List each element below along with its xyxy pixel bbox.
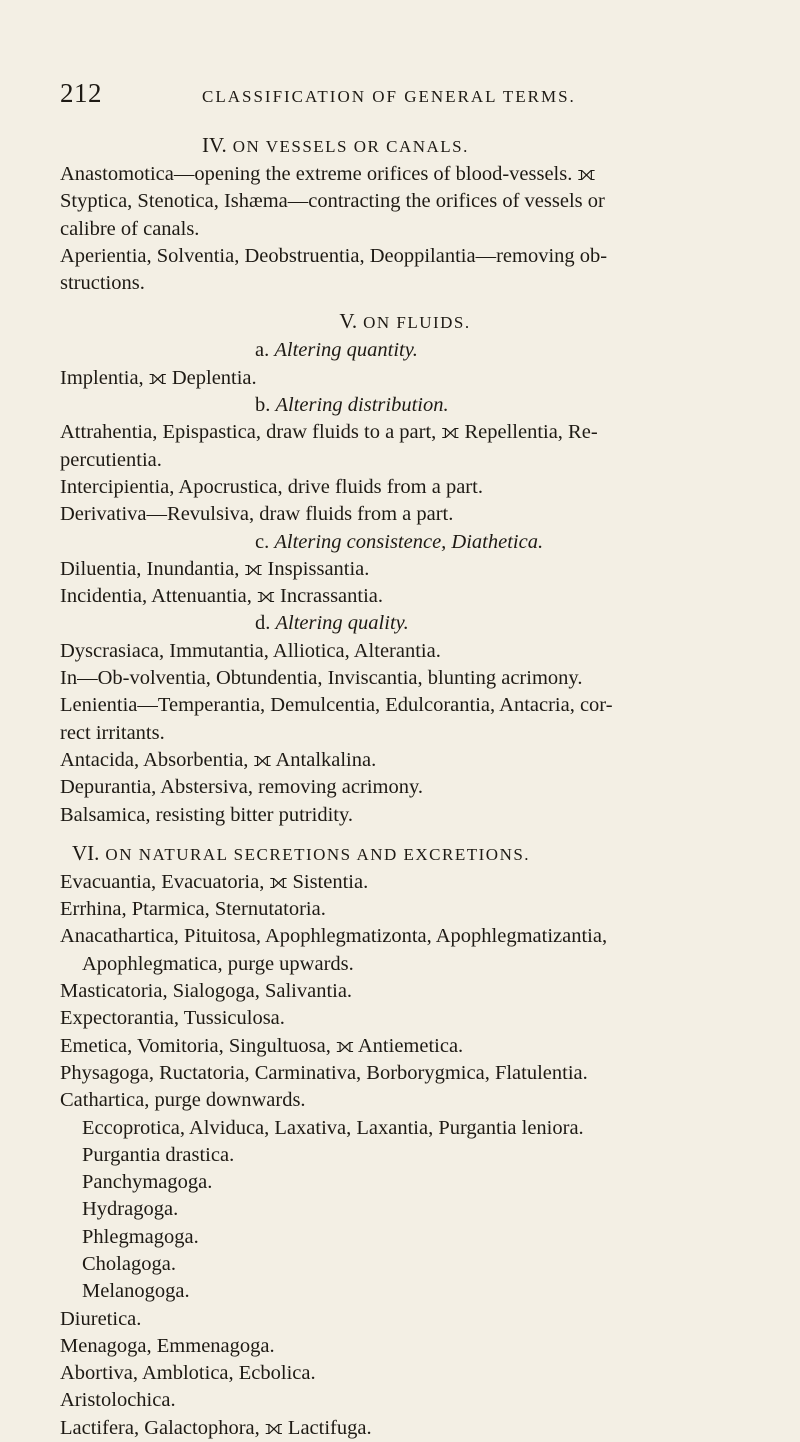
subsection-b-heading	[60, 392, 750, 419]
text-line: Apophlegmatica, purge upwards.	[82, 952, 354, 975]
text-line: Styptica, Stenotica, Ishæma—contracting the orifices of vessels or	[60, 190, 605, 213]
text-line: Balsamica, resisting bitter putridity.	[60, 803, 354, 826]
text-line: Attrahentia, Epispastica, draw fluids to a part, ⟗ Repellentia, Re-	[60, 421, 598, 444]
subsection-d-heading	[60, 610, 750, 637]
text-line: Diluentia, Inundantia, ⟗ Inspissantia.	[60, 557, 370, 580]
text-line: Evacuantia, Evacuatoria, ⟗ Sistentia.	[60, 870, 369, 893]
text-line: Anastomotica—opening the extreme orifices of blood-vessels. ⟗	[60, 163, 596, 185]
text-line: Physagoga, Ructatoria, Carminativa, Borborygmica, Flatulentia.	[60, 1061, 588, 1084]
text-line: Menagoga, Emmenagoga.	[60, 1334, 275, 1357]
text-line: Cholagoga.	[82, 1252, 176, 1275]
text-line: Derivativa—Revulsiva, draw fluids from a part.	[60, 503, 454, 526]
running-title: CLASSIFICATION OF GENERAL TERMS.	[202, 87, 576, 106]
text-line: Masticatoria, Sialogoga, Salivantia.	[60, 980, 353, 1003]
subsection-a-heading	[60, 337, 750, 364]
section-vi-heading	[60, 839, 750, 869]
text-line: calibre of canals.	[60, 217, 200, 240]
text-line: Melanogoga.	[82, 1280, 190, 1303]
text-line: Intercipientia, Apocrustica, drive fluids from a part.	[60, 475, 483, 498]
running-head	[60, 78, 750, 109]
text-line: rect irritants.	[60, 721, 165, 744]
text-line: Lactifera, Galactophora, ⟗ Lactifuga.	[60, 1416, 372, 1439]
text-line: Emetica, Vomitoria, Singultuosa, ⟗ Antiemetica.	[60, 1034, 464, 1057]
text-line: Eccoprotica, Alviduca, Laxativa, Laxantia, Purgantia leniora.	[82, 1116, 584, 1139]
text-line: Anacathartica, Pituitosa, Apophlegmatizonta, Apophlegmatizantia,	[60, 925, 608, 948]
text-line: Purgantia drastica.	[82, 1143, 235, 1166]
text-line: Lenientia—Temperantia, Demulcentia, Edulcorantia, Antacria, cor-	[60, 694, 613, 717]
book-page	[60, 78, 750, 1442]
text-line: Expectorantia, Tussiculosa.	[60, 1007, 285, 1030]
subsection-a-title: Altering quantity.	[274, 339, 418, 362]
text-line: Dyscrasiaca, Immutantia, Alliotica, Alterantia.	[60, 639, 441, 662]
section-vi-number: VI.	[72, 840, 100, 865]
text-line: structions.	[60, 272, 145, 295]
subsection-d-label: d.	[255, 612, 271, 635]
subsection-d-title: Altering quality.	[275, 612, 409, 635]
section-iv-heading	[60, 131, 750, 161]
subsection-a-label: a.	[255, 339, 270, 362]
text-line: Aperientia, Solventia, Deobstruentia, Deoppilantia—removing ob-	[60, 244, 608, 267]
text-line: Abortiva, Amblotica, Ecbolica.	[60, 1362, 316, 1385]
text-line: percutientia.	[60, 448, 162, 471]
section-iv-title: ON VESSELS OR CANALS.	[232, 137, 469, 156]
text-line: Cathartica, purge downwards.	[60, 1089, 306, 1112]
subsection-c-title: Altering consistence, Diathetica.	[274, 530, 544, 553]
subsection-c-label: c.	[255, 530, 270, 553]
text-line: In—Ob-volventia, Obtundentia, Inviscantia, blunting acrimony.	[60, 667, 583, 690]
subsection-b-title: Altering distribution.	[275, 394, 449, 417]
text-line: Panchymagoga.	[82, 1171, 213, 1194]
section-v-heading	[60, 307, 750, 337]
text-line: Errhina, Ptarmica, Sternutatoria.	[60, 898, 326, 921]
text-line: Phlegmagoga.	[82, 1225, 199, 1248]
section-v-title: ON FLUIDS.	[363, 313, 471, 333]
text-line: Incidentia, Attenuantia, ⟗ Incrassantia.	[60, 585, 384, 608]
subsection-c-heading	[60, 529, 750, 556]
page-number: 212	[60, 78, 102, 108]
text-line: Depurantia, Abstersiva, removing acrimony.	[60, 776, 424, 799]
text-line: Diuretica.	[60, 1307, 142, 1330]
section-iv-number: IV.	[202, 133, 227, 157]
text-line: Aristolochica.	[60, 1389, 176, 1412]
subsection-b-label: b.	[255, 394, 271, 417]
text-line: Hydragoga.	[82, 1198, 179, 1221]
text-line: Implentia, ⟗ Deplentia.	[60, 366, 257, 389]
section-v-number: V.	[339, 309, 358, 334]
section-vi-title: ON NATURAL SECRETIONS AND EXCRETIONS.	[105, 844, 531, 864]
text-line: Antacida, Absorbentia, ⟗ Antalkalina.	[60, 748, 377, 771]
